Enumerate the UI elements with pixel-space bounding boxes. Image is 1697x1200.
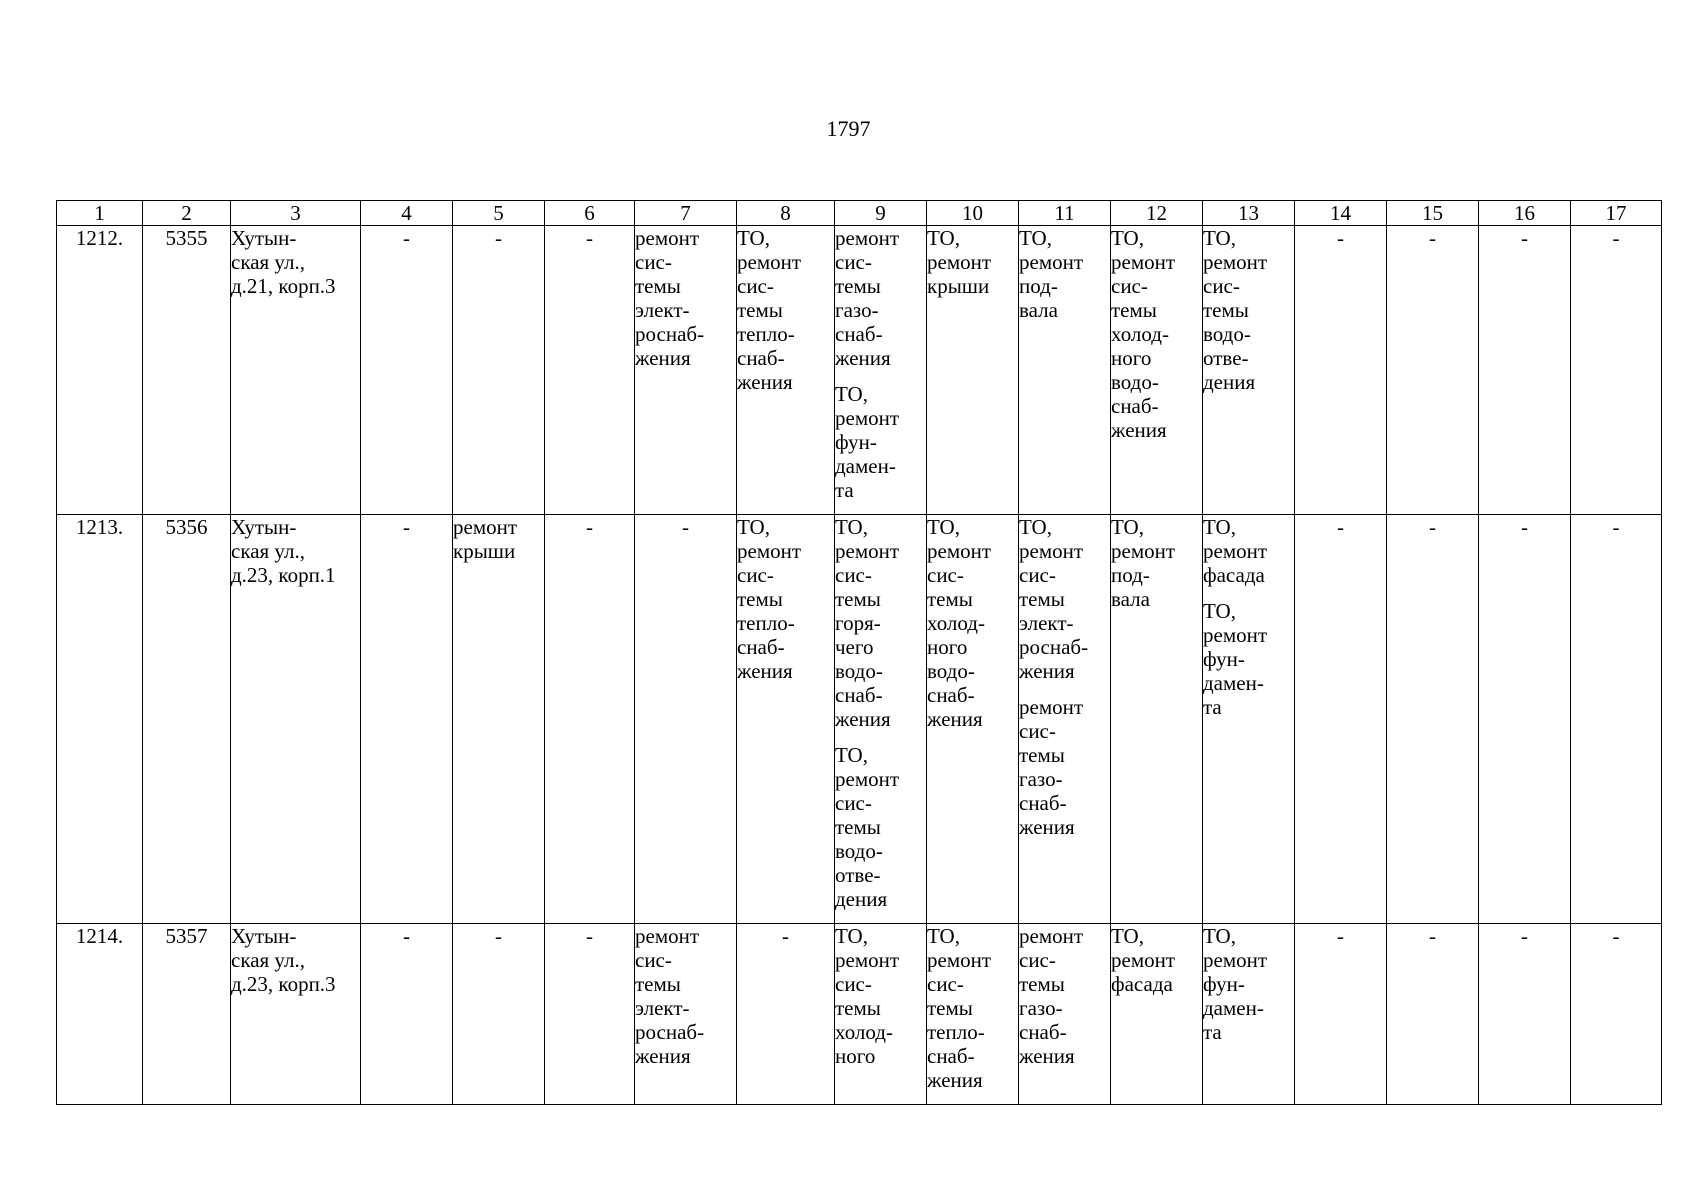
table-cell: - (1479, 226, 1571, 515)
work-entry-line: дения (835, 887, 888, 911)
address-line: Хутын- (231, 515, 297, 539)
table-cell (1203, 924, 1295, 1105)
work-entry-line: горя- (835, 611, 881, 635)
work-entry-line: ремонт (1203, 948, 1268, 972)
work-entry-line: ТО, (737, 226, 770, 250)
work-entry-line: сис- (927, 563, 964, 587)
work-entry-line: сис- (635, 250, 672, 274)
table-cell (927, 515, 1019, 924)
work-entry (1019, 515, 1110, 683)
work-entry-line: та (835, 478, 854, 502)
work-entry-line: жения (835, 707, 891, 731)
work-entry-line: ТО, (835, 515, 868, 539)
work-entry-line: крыши (453, 539, 516, 563)
work-entry-line: снаб- (1019, 1020, 1067, 1044)
work-entry-line: фун- (835, 430, 877, 454)
work-entry-line: ТО, (835, 382, 868, 406)
column-header: 3 (231, 201, 361, 226)
column-header: 16 (1479, 201, 1571, 226)
work-entry (927, 924, 1018, 1092)
work-entry-line: темы (835, 587, 881, 611)
column-header: 2 (143, 201, 231, 226)
table-cell: - (635, 515, 737, 924)
table-cell: - (1479, 924, 1571, 1105)
column-header: 12 (1111, 201, 1203, 226)
table-row (57, 515, 1662, 924)
work-entry-line: тепло- (737, 611, 795, 635)
column-header: 17 (1571, 201, 1662, 226)
work-entry-line: жения (1019, 1044, 1075, 1068)
work-entry-line: элект- (635, 298, 690, 322)
work-entry (835, 515, 926, 731)
work-entry-line: вала (1111, 587, 1150, 611)
work-entry (453, 515, 544, 563)
work-entry-line: отве- (835, 863, 881, 887)
work-entry-line: ремонт (737, 539, 802, 563)
work-entry-line: ного (835, 1044, 876, 1068)
column-header: 14 (1295, 201, 1387, 226)
address-line: ская ул., (231, 948, 305, 972)
table-row (57, 924, 1662, 1105)
work-entry-line: жения (927, 707, 983, 731)
work-entry-line: роснаб- (635, 1020, 705, 1044)
work-entry-line: дения (1203, 370, 1256, 394)
table-cell (635, 924, 737, 1105)
work-entry-line: фасада (1203, 563, 1265, 587)
work-entry (835, 743, 926, 911)
table-cell (453, 515, 545, 924)
table-cell: 5357 (143, 924, 231, 1105)
table-cell: - (1387, 515, 1479, 924)
work-entry (835, 382, 926, 502)
work-entry-line: ного (927, 635, 968, 659)
work-entry-line: ремонт (835, 539, 900, 563)
work-entry-line: ТО, (1203, 924, 1236, 948)
work-entry-line: темы (635, 274, 681, 298)
work-entry-line: ремонт (1019, 924, 1084, 948)
table-cell (835, 924, 927, 1105)
table-cell: - (1295, 226, 1387, 515)
work-entry-line: сис- (1019, 563, 1056, 587)
table-cell (927, 226, 1019, 515)
work-entry-line: ремонт (635, 226, 700, 250)
table-cell (231, 515, 361, 924)
column-header: 11 (1019, 201, 1111, 226)
work-entry-line: ремонт (635, 924, 700, 948)
work-entry (1203, 924, 1294, 1044)
table-cell: - (361, 924, 453, 1105)
work-entry-line: сис- (737, 274, 774, 298)
work-entry-line: ремонт (1019, 539, 1084, 563)
work-entry (635, 226, 736, 370)
work-entry-line: ТО, (1111, 924, 1144, 948)
work-entry-line: жения (927, 1068, 983, 1092)
work-entry-line: ремонт (737, 250, 802, 274)
work-entry-line: отве- (1203, 346, 1249, 370)
work-entry-line: та (1203, 1020, 1222, 1044)
work-entry-line: сис- (835, 563, 872, 587)
work-entry-line: сис- (1111, 274, 1148, 298)
work-entry-line: элект- (635, 996, 690, 1020)
work-entry-line: тепло- (737, 322, 795, 346)
work-entry-line: чего (835, 635, 874, 659)
work-entry-line: темы (835, 815, 881, 839)
table-cell (635, 226, 737, 515)
work-entry-line: ремонт (453, 515, 518, 539)
column-header: 8 (737, 201, 835, 226)
work-entry-line: дамен- (835, 454, 896, 478)
work-entry-line: жения (737, 370, 793, 394)
table-row (57, 226, 1662, 515)
work-entry-line: водо- (1111, 370, 1159, 394)
table-cell (1111, 226, 1203, 515)
work-entry-line: ТО, (1019, 226, 1052, 250)
table-cell (835, 226, 927, 515)
work-entry-line: ТО, (1111, 515, 1144, 539)
work-entry-line: сис- (835, 250, 872, 274)
work-entry-line: сис- (1203, 274, 1240, 298)
work-entry-line: ремонт (835, 226, 900, 250)
work-entry-line: темы (927, 996, 973, 1020)
work-entry-line: ремонт (927, 250, 992, 274)
work-entry-line: темы (1019, 587, 1065, 611)
work-entry-line: темы (835, 996, 881, 1020)
work-entry-line: снаб- (1019, 791, 1067, 815)
work-entry-line: ремонт (835, 406, 900, 430)
table-cell: - (1479, 515, 1571, 924)
work-entry-line: дамен- (1203, 671, 1264, 695)
work-entry-line: сис- (635, 948, 672, 972)
table-cell (1111, 515, 1203, 924)
work-entry-line: темы (635, 972, 681, 996)
table-cell (1203, 515, 1295, 924)
work-entry-line: ного (1111, 346, 1152, 370)
address-line: ская ул., (231, 250, 305, 274)
work-entry-line: ТО, (927, 924, 960, 948)
work-entry-line: тепло- (927, 1020, 985, 1044)
work-entry-line: газо- (1019, 996, 1063, 1020)
table-cell (927, 924, 1019, 1105)
column-header: 6 (545, 201, 635, 226)
table-cell: - (1295, 924, 1387, 1105)
page-number: 1797 (826, 116, 871, 141)
work-entry-line: ТО, (1203, 226, 1236, 250)
address-line: д.23, корп.1 (231, 563, 336, 587)
work-entry (737, 515, 834, 683)
work-entry-line: сис- (927, 972, 964, 996)
table-cell: - (1571, 515, 1662, 924)
column-header: 15 (1387, 201, 1479, 226)
work-entry-line: снаб- (835, 322, 883, 346)
work-entry-line: темы (835, 274, 881, 298)
table-cell (1019, 226, 1111, 515)
table-cell (1019, 924, 1111, 1105)
column-header: 1 (57, 201, 143, 226)
work-entry-line: жения (1019, 815, 1075, 839)
work-entry (1019, 924, 1110, 1068)
work-entry (835, 226, 926, 370)
work-entry-line: ремонт (1019, 695, 1084, 719)
work-entry-line: сис- (1019, 719, 1056, 743)
work-entry-line: ремонт (1111, 250, 1176, 274)
table-cell: - (545, 924, 635, 1105)
work-entry-line: ремонт (1203, 250, 1268, 274)
address-line: д.21, корп.3 (231, 274, 336, 298)
work-entry-line: роснаб- (635, 322, 705, 346)
work-entry-line: дамен- (1203, 996, 1264, 1020)
table-cell: - (453, 924, 545, 1105)
work-entry-line: снаб- (737, 346, 785, 370)
table-cell: - (361, 515, 453, 924)
table-cell: - (453, 226, 545, 515)
work-entry-line: темы (737, 298, 783, 322)
work-entry-line: темы (1111, 298, 1157, 322)
work-entry-line: роснаб- (1019, 635, 1089, 659)
work-entry-line: водо- (927, 659, 975, 683)
work-entry-line: ТО, (927, 226, 960, 250)
work-entry-line: жения (835, 346, 891, 370)
work-entry-line: ТО, (835, 924, 868, 948)
address-line: Хутын- (231, 924, 297, 948)
address-line: д.23, корп.3 (231, 972, 336, 996)
work-entry (927, 226, 1018, 298)
work-entry-line: жения (1111, 418, 1167, 442)
work-entry-line: элект- (1019, 611, 1074, 635)
work-entry (737, 226, 834, 394)
table-cell: - (545, 226, 635, 515)
column-number-row (57, 201, 1662, 226)
table-cell: - (1387, 924, 1479, 1105)
work-entry-line: жения (737, 659, 793, 683)
work-entry-line: фун- (1203, 972, 1245, 996)
work-entry (1203, 515, 1294, 587)
work-entry-line: вала (1019, 298, 1058, 322)
work-entry-line: снаб- (737, 635, 785, 659)
work-entry-line: ТО, (835, 743, 868, 767)
table-cell (1111, 924, 1203, 1105)
work-entry-line: ремонт (1203, 623, 1268, 647)
work-entry-line: ремонт (1111, 539, 1176, 563)
work-entry-line: темы (927, 587, 973, 611)
work-entry-line: ремонт (835, 767, 900, 791)
work-entry (1019, 695, 1110, 839)
work-entry-line: жения (635, 346, 691, 370)
work-entry-line: ремонт (1019, 250, 1084, 274)
work-entry-line: ремонт (835, 948, 900, 972)
works-table (56, 200, 1662, 1105)
work-entry-line: снаб- (927, 683, 975, 707)
table-cell: 5355 (143, 226, 231, 515)
work-entry-line: фасада (1111, 972, 1173, 996)
table-cell: 1212. (57, 226, 143, 515)
table-cell: - (1387, 226, 1479, 515)
work-entry (1203, 226, 1294, 394)
work-entry-line: водо- (1203, 322, 1251, 346)
work-entry-line: фун- (1203, 647, 1245, 671)
work-entry (1019, 226, 1110, 322)
work-entry-line: сис- (1019, 948, 1056, 972)
work-entry-line: ремонт (927, 948, 992, 972)
work-entry-line: ТО, (737, 515, 770, 539)
work-entry-line: ремонт (1203, 539, 1268, 563)
column-header: 7 (635, 201, 737, 226)
table-cell: - (737, 924, 835, 1105)
work-entry-line: водо- (835, 839, 883, 863)
work-entry-line: газо- (1019, 767, 1063, 791)
table-cell: 1213. (57, 515, 143, 924)
work-entry-line: темы (737, 587, 783, 611)
work-entry-line: сис- (737, 563, 774, 587)
table-cell: 1214. (57, 924, 143, 1105)
work-entry-line: темы (1203, 298, 1249, 322)
table-cell (737, 515, 835, 924)
table-cell: - (1295, 515, 1387, 924)
table-cell (835, 515, 927, 924)
work-entry (927, 515, 1018, 731)
address-line: ская ул., (231, 539, 305, 563)
work-entry-line: снаб- (1111, 394, 1159, 418)
table-cell (1203, 226, 1295, 515)
work-entry-line: крыши (927, 274, 990, 298)
work-entry-line: газо- (835, 298, 879, 322)
work-entry-line: жения (1019, 659, 1075, 683)
work-entry (1111, 924, 1202, 996)
work-entry-line: снаб- (835, 683, 883, 707)
table-cell (1019, 515, 1111, 924)
work-entry-line: холод- (927, 611, 985, 635)
work-entry-line: холод- (1111, 322, 1169, 346)
work-entry-line: сис- (835, 791, 872, 815)
table-cell: - (1571, 924, 1662, 1105)
table-cell: - (1571, 226, 1662, 515)
work-entry-line: та (1203, 695, 1222, 719)
work-entry (1111, 515, 1202, 611)
column-header: 9 (835, 201, 927, 226)
work-entry-line: ремонт (927, 539, 992, 563)
work-entry-line: ТО, (927, 515, 960, 539)
table-cell: 5356 (143, 515, 231, 924)
table-cell (737, 226, 835, 515)
work-entry-line: ТО, (1203, 599, 1236, 623)
work-entry-line: ТО, (1111, 226, 1144, 250)
work-entry-line: водо- (835, 659, 883, 683)
table-cell: - (361, 226, 453, 515)
work-entry-line: темы (1019, 743, 1065, 767)
work-entry (1111, 226, 1202, 442)
work-entry (635, 924, 736, 1068)
work-entry-line: под- (1111, 563, 1150, 587)
work-entry-line: под- (1019, 274, 1058, 298)
work-entry-line: ТО, (1203, 515, 1236, 539)
work-entry-line: ремонт (1111, 948, 1176, 972)
table-cell: - (545, 515, 635, 924)
column-header: 4 (361, 201, 453, 226)
work-entry-line: снаб- (927, 1044, 975, 1068)
work-entry (835, 924, 926, 1068)
table-cell (231, 226, 361, 515)
work-entry-line: жения (635, 1044, 691, 1068)
work-entry-line: сис- (835, 972, 872, 996)
column-header: 5 (453, 201, 545, 226)
work-entry-line: холод- (835, 1020, 893, 1044)
column-header: 13 (1203, 201, 1295, 226)
work-entry-line: темы (1019, 972, 1065, 996)
work-entry-line: ТО, (1019, 515, 1052, 539)
table-cell (231, 924, 361, 1105)
column-header: 10 (927, 201, 1019, 226)
work-entry (1203, 599, 1294, 719)
address-line: Хутын- (231, 226, 297, 250)
